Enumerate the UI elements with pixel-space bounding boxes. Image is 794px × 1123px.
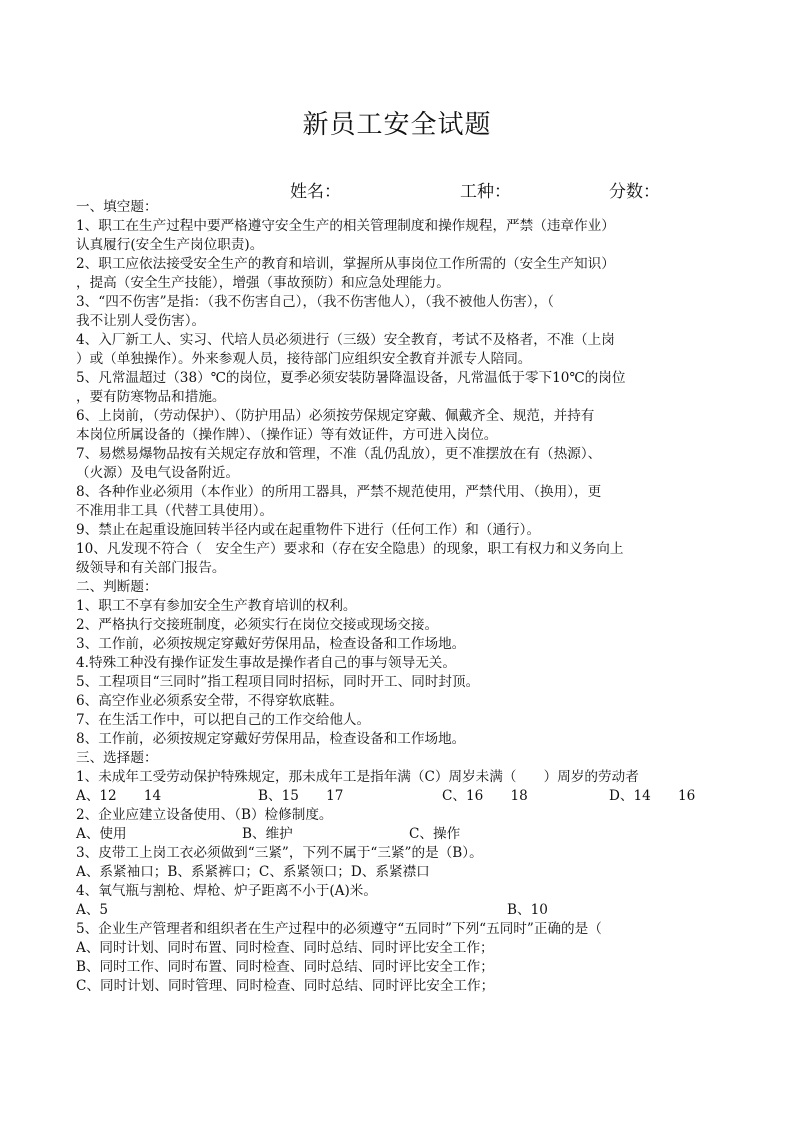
option: B、同时工作、同时布置、同时检查、同时总结、同时评比安全工作； <box>76 959 494 975</box>
text-line: 1、职工在生产过程中要严格遵守安全生产的相关管理制度和操作规程，严禁（违章作业） <box>76 218 615 234</box>
question-text: 4、氧气瓶与割枪、焊枪、炉子距离不小于(A)米。 <box>76 883 377 899</box>
text-line: 3、“四不伤害”是指：（我不伤害自己），（我不伤害他人），（我不被他人伤害），（ <box>76 294 554 310</box>
text-line: 2、严格执行交接班制度，必须实行在岗位交接或现场交接。 <box>76 617 439 633</box>
option: B、15 17 <box>258 788 344 804</box>
option: C、16 18 <box>442 788 528 804</box>
option: C、操作 <box>409 826 461 842</box>
text-line: 不准用非工具（代替工具使用）。 <box>76 503 274 519</box>
text-line: （火源）及电气设备附近。 <box>76 465 240 481</box>
question-text: 5、企业生产管理者和组织者在生产过程中的必须遵守“五同时”下列“五同时”正确的是（ <box>76 921 602 937</box>
job-label: 工种： <box>460 182 511 202</box>
text-line: 6、高空作业必须系安全带，不得穿软底鞋。 <box>76 693 343 709</box>
question-options <box>76 825 736 844</box>
name-label: 姓名： <box>290 182 341 202</box>
question-text: 1、未成年工受劳动保护特殊规定，那未成年工是指年满（C）周岁未满（ ）周岁的劳动者 <box>76 769 639 785</box>
text-line: 8、工作前，必须按规定穿戴好劳保用品，检查设备和工作场地。 <box>76 731 466 747</box>
text-line: ，提高（安全生产技能），增强（事故预防）和应急处理能力。 <box>76 275 450 291</box>
text-line: 本岗位所属设备的（操作牌）、（操作证）等有效证件，方可进入岗位。 <box>76 427 498 443</box>
text-line: 1、职工不享有参加安全生产教育培训的权利。 <box>76 598 357 614</box>
question-options <box>76 787 736 806</box>
text-line: 6、上岗前，（劳动保护）、（防护用品）必须按劳保规定穿戴、佩戴齐全、规范，并持有 <box>76 408 595 424</box>
section-heading: 一、填空题： <box>76 199 158 215</box>
option: B、维护 <box>242 826 293 842</box>
text-line: 4.特殊工种没有操作证发生事故是操作者自己的事与领导无关。 <box>76 655 456 671</box>
option: A、同时计划、同时布置、同时检查、同时总结、同时评比安全工作； <box>76 940 494 956</box>
text-line: 7、易燃易爆物品按有关规定存放和管理，不准（乱仍乱放），更不准摆放在有（热源）、 <box>76 446 602 462</box>
text-line: ，要有防寒物品和措施。 <box>76 389 226 405</box>
text-line: 5、工程项目“三同时”指工程项目同时招标，同时开工、同时封顶。 <box>76 674 480 690</box>
option: A、5 <box>76 902 109 918</box>
text-line: 认真履行(安全生产岗位职责)。 <box>76 237 264 253</box>
option: A、12 14 <box>76 788 162 804</box>
text-line: 我不让别人受伤害）。 <box>76 313 206 329</box>
text-line: 5、凡常温超过（38）℃的岗位，夏季必须安装防暑降温设备，凡常温低于零下10℃的岗位 <box>76 370 626 386</box>
text-line: 9、禁止在起重设施回转半径内或在起重物件下进行（任何工作）和（通行）。 <box>76 522 541 538</box>
text-line: 级领导和有关部门报告。 <box>76 560 226 576</box>
section-heading: 三、选择题： <box>76 750 158 766</box>
score-label: 分数： <box>609 182 660 202</box>
text-line: 4、入厂新工人、实习、代培人员必须进行（三级）安全教育，考试不及格者，不准（上岗 <box>76 332 615 348</box>
text-line: 10、凡发现不符合（ 安全生产）要求和（存在安全隐患）的现象，职工有权力和义务向上 <box>76 541 624 557</box>
text-line: 7、在生活工作中，可以把自己的工作交给他人。 <box>76 712 371 728</box>
question-text: 2、企业应建立设备使用、（B）检修制度。 <box>76 807 333 823</box>
exam-content <box>76 198 736 996</box>
text-line: 8、各种作业必须用（本作业）的所用工器具，严禁不规范使用，严禁代用、（换用），更 <box>76 484 602 500</box>
section-heading: 二、判断题： <box>76 579 158 595</box>
option: B、10 <box>507 902 548 918</box>
option: C、同时计划、同时管理、同时检查、同时总结、同时评比安全工作； <box>76 978 495 994</box>
text-line: 2、职工应依法接受安全生产的教育和培训，掌握所从事岗位工作所需的（安全生产知识） <box>76 256 615 272</box>
question-options: A、系紧袖口；B、系紧裤口；C、系紧领口；D、系紧襟口 <box>76 864 430 880</box>
option: A、使用 <box>76 826 127 842</box>
question-options <box>76 901 736 920</box>
text-line: ）或（单独操作）。外来参观人员，接待部门应组织安全教育并派专人陪同。 <box>76 351 532 367</box>
question-text: 3、皮带工上岗工衣必须做到“三紧”，下列不属于“三紧”的是（B）。 <box>76 845 483 861</box>
option: D、14 16 <box>609 788 696 804</box>
text-line: 3、工作前，必须按规定穿戴好劳保用品，检查设备和工作场地。 <box>76 636 466 652</box>
page-title: 新员工安全试题 <box>302 110 492 140</box>
